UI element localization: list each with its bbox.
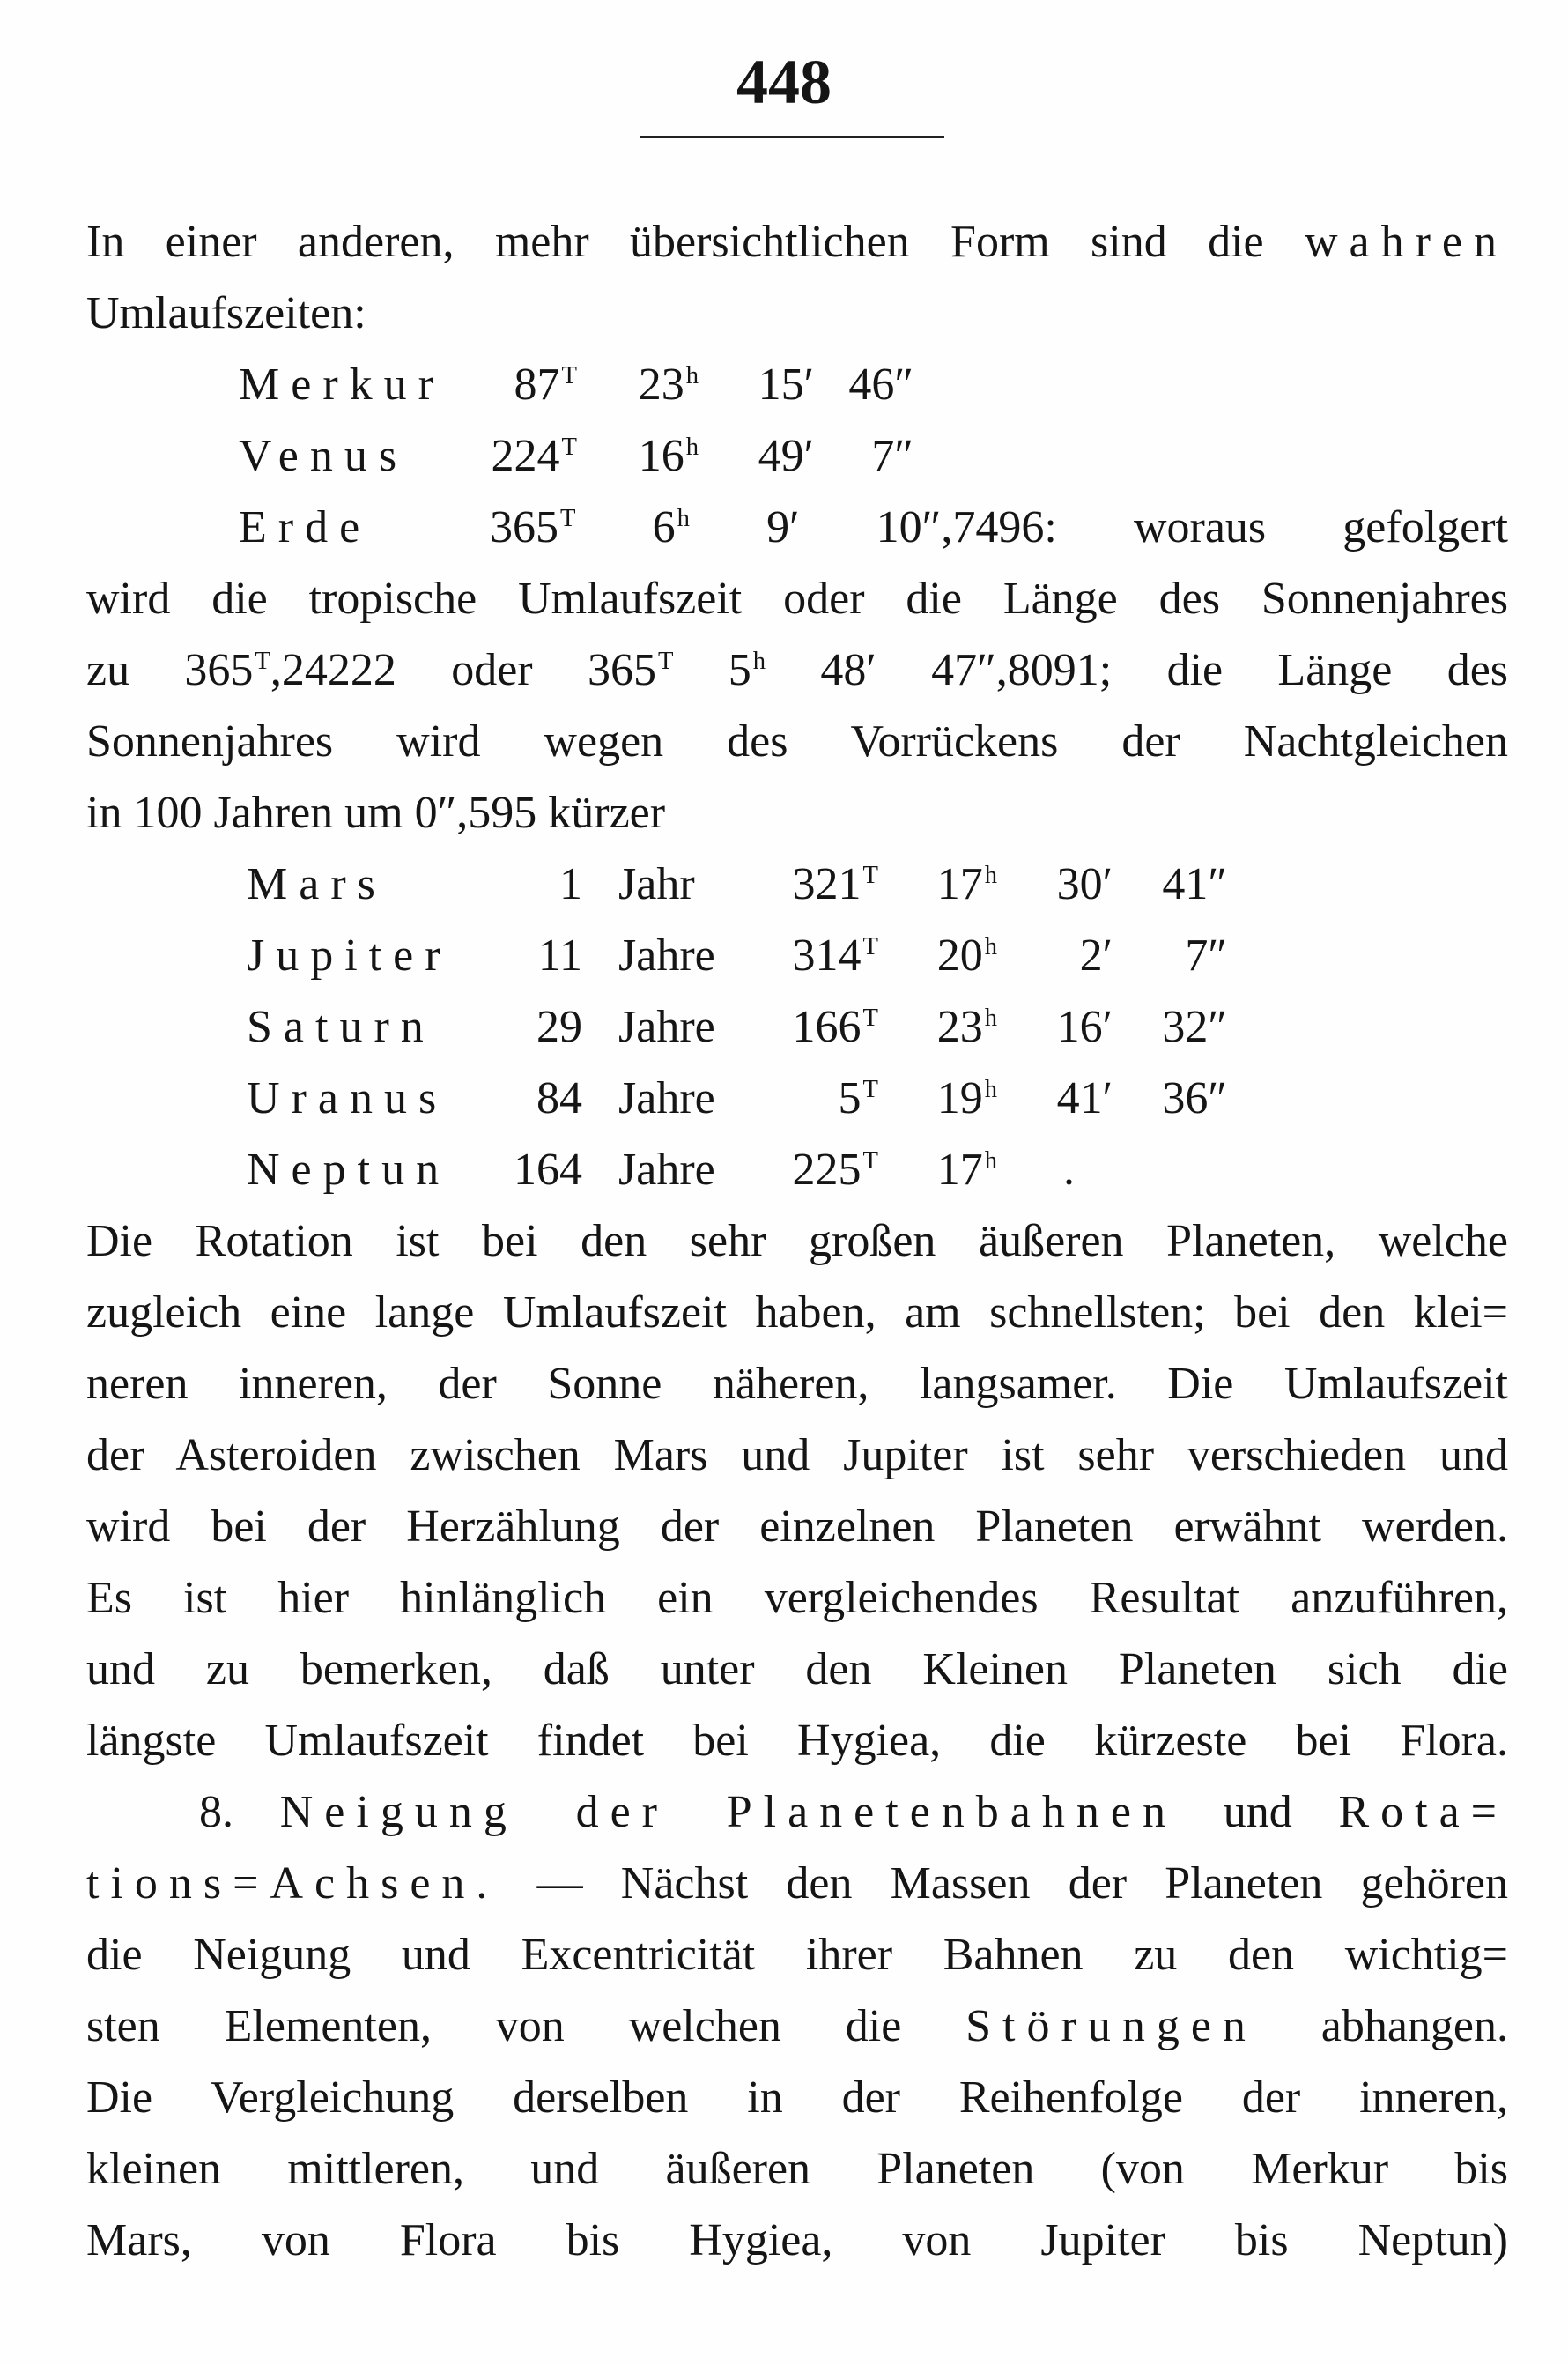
second-unit: ″ — [1208, 930, 1227, 981]
planet-name: Neptun — [247, 1145, 451, 1195]
second-unit: ″ — [921, 502, 942, 552]
hour-unit: h — [685, 434, 699, 462]
text-segment: ,24222 oder 365 — [270, 645, 656, 695]
section-8-heading — [86, 1776, 1508, 1848]
day-unit: T — [657, 648, 674, 676]
hour-unit: h — [677, 505, 690, 533]
days-value: 321 — [792, 859, 862, 909]
minutes-value: 41 — [1056, 1073, 1103, 1123]
days-value: 166 — [792, 1002, 862, 1052]
hours-cell — [909, 991, 997, 1070]
intro-text: In einer anderen, mehr übersichtlichen Form sind die — [86, 217, 1264, 267]
seconds-value: 46 — [848, 360, 895, 410]
rotation-paragraph-line: und zu bemerken, daß unter den Kleinen Planeten sich die — [86, 1644, 1508, 1694]
years-value: 164 — [514, 1145, 582, 1195]
day-unit: T — [862, 1147, 878, 1175]
minute-unit: ′ — [1102, 859, 1113, 909]
section-8-line-3: die Neigung und Excentricität ihrer Bahnen zu den wichtig= — [86, 1930, 1508, 1980]
emphasized-word: Störungen — [965, 2001, 1257, 2051]
hours-cell — [610, 420, 699, 499]
hour-unit: h — [685, 362, 699, 390]
section-text: — Nächst den Massen der Planeten gehören — [536, 1858, 1508, 1909]
hours-value: 17 — [936, 859, 983, 909]
minutes-value: 49 — [758, 431, 804, 481]
intro-line-2: Umlaufszeiten: — [86, 288, 366, 338]
rotation-paragraph-line: wird bei der Herzählung der einzelnen Planeten erwähnt werden. — [86, 1501, 1508, 1552]
section-8-line-5: Die Vergleichung derselben in der Reihenfolge der inneren, — [86, 2072, 1508, 2123]
minutes-value: 30 — [1056, 859, 1103, 909]
page-number: 448 — [736, 47, 832, 117]
header-rule — [640, 136, 944, 138]
seconds-value: 10 — [876, 502, 922, 552]
hours-value: 19 — [936, 1073, 983, 1123]
minutes-cell — [1024, 991, 1113, 1063]
minutes-cell — [726, 420, 814, 492]
years-word: Jahre — [618, 1002, 715, 1052]
day-unit: T — [561, 362, 577, 390]
days-cell — [737, 991, 878, 1070]
section-title-part: tions=Achsen. — [86, 1858, 499, 1909]
second-unit: ″ — [894, 360, 913, 410]
days-cell — [436, 420, 577, 499]
minutes-value: 16 — [1056, 1002, 1103, 1052]
planet-name: Merkur — [239, 360, 445, 410]
years-value: 84 — [536, 1073, 582, 1123]
rotation-paragraph-line: längste Umlaufszeit findet bei Hygiea, die kürzeste bei Flora. — [86, 1716, 1508, 1766]
minutes-value: 9 — [766, 502, 790, 552]
tropical-year-line-4: in 100 Jahren um 0″,595 kürzer — [86, 788, 666, 838]
rotation-paragraph-line: Es ist hier hinlänglich ein vergleichendes Resultat anzuführen, — [86, 1573, 1508, 1623]
seconds-cell — [825, 420, 913, 492]
hours-value: 20 — [936, 930, 983, 981]
hours-value: 23 — [936, 1002, 983, 1052]
day-unit: T — [862, 1076, 878, 1104]
day-unit: T — [862, 862, 878, 890]
rotation-paragraph-line: Die Rotation ist bei den sehr großen äußeren Planeten, welche — [86, 1216, 1508, 1266]
days-cell — [737, 920, 878, 998]
minute-unit: ′ — [1102, 930, 1113, 981]
rotation-paragraph-line: neren inneren, der Sonne näheren, langsamer. Die Umlaufszeit — [86, 1359, 1508, 1409]
minute-unit: ′ — [803, 360, 814, 410]
section-8-line-2 — [86, 1848, 1508, 1919]
hours-cell — [909, 849, 997, 927]
minute-unit: ′ — [1102, 1073, 1113, 1123]
orbit-row-mars — [86, 849, 1508, 920]
row-end-period: . — [1063, 1145, 1075, 1195]
minutes-cell — [1024, 920, 1113, 991]
second-unit: ″ — [1208, 1002, 1227, 1052]
planet-name: Saturn — [247, 1002, 435, 1052]
minute-unit: ′ — [789, 502, 800, 552]
tropical-year-line-1: wird die tropische Umlaufszeit oder die Länge des Sonnenjahres — [86, 574, 1508, 624]
hour-unit: h — [984, 1147, 997, 1175]
planet-name: Uranus — [247, 1073, 448, 1123]
page-body — [86, 206, 1508, 2276]
day-unit: T — [862, 1005, 878, 1033]
days-value: 87 — [514, 360, 560, 410]
seconds-value: 7 — [1185, 930, 1209, 981]
seconds-cell — [1139, 849, 1227, 920]
day-unit: T — [862, 933, 878, 961]
orbit-row-saturn — [86, 991, 1508, 1063]
erde-values-and-text — [490, 492, 1508, 563]
years-value: 1 — [559, 859, 582, 909]
text-segment: 5 — [728, 645, 751, 695]
seconds-value: 7 — [871, 431, 895, 481]
seconds-value: 32 — [1162, 1002, 1209, 1052]
hours-value: 6 — [652, 502, 676, 552]
days-value: 224 — [491, 431, 560, 481]
seconds-cell — [1139, 1063, 1227, 1134]
hour-unit: h — [984, 1076, 997, 1104]
section-text: abhangen. — [1320, 2001, 1508, 2051]
seconds-fraction: ,7496: — [941, 502, 1057, 552]
minutes-value: 15 — [758, 360, 804, 410]
hours-value: 17 — [936, 1145, 983, 1195]
section-8-line-7: Mars, von Flora bis Hygiea, von Jupiter bis Neptun) — [86, 2215, 1508, 2265]
orbit-row-venus — [86, 420, 1508, 492]
section-8-line-6: kleinen mittleren, und äußeren Planeten (von Merkur bis — [86, 2144, 1508, 2194]
tropical-year-line-2 — [86, 634, 1508, 706]
years-word: Jahre — [618, 1145, 715, 1195]
years-word: Jahre — [618, 1073, 715, 1123]
seconds-cell — [1139, 920, 1227, 991]
minutes-cell — [1024, 849, 1113, 920]
days-cell — [737, 1063, 878, 1141]
continuation-text: woraus gefolgert — [1133, 502, 1508, 552]
years-value: 11 — [537, 930, 582, 981]
days-value: 225 — [792, 1145, 862, 1195]
tropical-year-line-3: Sonnenjahres wird wegen des Vorrückens der Nachtgleichen — [86, 716, 1508, 767]
days-value: 365 — [490, 502, 558, 552]
days-value: 5 — [838, 1073, 862, 1123]
minute-unit: ′ — [1102, 1002, 1113, 1052]
hours-cell — [909, 920, 997, 998]
orbit-row-jupiter — [86, 920, 1508, 991]
orbit-row-erde — [86, 492, 1508, 563]
hour-unit: h — [984, 862, 997, 890]
orbit-row-neptun — [86, 1134, 1508, 1205]
second-unit: ″ — [1208, 859, 1227, 909]
seconds-cell — [1139, 991, 1227, 1063]
text-segment: zu 365 — [86, 645, 254, 695]
seconds-value: 36 — [1162, 1073, 1209, 1123]
section-8-line-4 — [86, 1991, 1508, 2062]
planet-name: Mars — [247, 859, 387, 909]
section-title-part: Rota= — [1338, 1787, 1508, 1837]
minutes-cell — [1024, 1063, 1113, 1134]
minutes-value: 2 — [1079, 930, 1103, 981]
day-unit: T — [561, 434, 577, 462]
rotation-paragraph-line: der Asteroiden zwischen Mars und Jupiter ist sehr verschieden und — [86, 1430, 1508, 1480]
years-word: Jahre — [618, 930, 715, 981]
day-unit: T — [560, 505, 576, 533]
planet-name: Jupiter — [247, 930, 452, 981]
hour-unit: h — [984, 1005, 997, 1033]
section-number: 8. — [199, 1787, 233, 1837]
days-cell — [737, 1134, 878, 1212]
planet-name: Erde — [239, 502, 372, 552]
days-value: 314 — [792, 930, 862, 981]
planet-name: Venus — [239, 431, 409, 481]
seconds-value: 41 — [1162, 859, 1209, 909]
hour-unit: h — [752, 648, 766, 676]
intro-spaced-word: wahren — [1304, 217, 1508, 267]
minutes-cell — [726, 349, 814, 420]
hours-cell — [909, 1134, 997, 1212]
hour-unit: h — [984, 933, 997, 961]
years-value: 29 — [536, 1002, 582, 1052]
section-title-part: und — [1223, 1787, 1292, 1837]
hours-cell — [610, 349, 699, 427]
section-text: sten Elementen, von welchen die — [86, 2001, 902, 2051]
day-unit: T — [255, 648, 270, 676]
hours-cell — [909, 1063, 997, 1141]
orbit-row-merkur — [86, 349, 1508, 420]
rotation-paragraph-line: zugleich eine lange Umlaufszeit haben, am schnellsten; bei den klei= — [86, 1287, 1508, 1338]
intro-line-1 — [86, 206, 1508, 278]
orbit-row-uranus — [86, 1063, 1508, 1134]
text-segment: 48′ 47″,8091; die Länge des — [820, 645, 1508, 695]
hours-value: 23 — [638, 360, 684, 410]
seconds-cell — [825, 349, 913, 420]
second-unit: ″ — [894, 431, 913, 481]
years-word: Jahr — [618, 859, 695, 909]
days-cell — [737, 849, 878, 927]
hours-value: 16 — [638, 431, 684, 481]
second-unit: ″ — [1208, 1073, 1227, 1123]
minute-unit: ′ — [803, 431, 814, 481]
days-cell — [436, 349, 577, 427]
section-title-part: Neigung der Planetenbahnen — [279, 1787, 1177, 1837]
